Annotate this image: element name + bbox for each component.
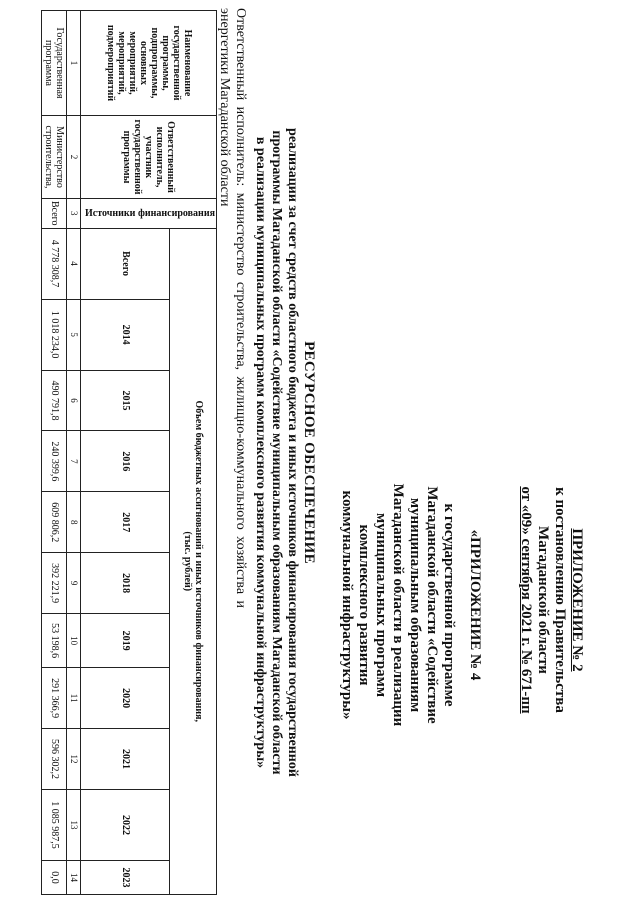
subtitle-line: программы Магаданской области «Содействие муниципальным образованиям Магаданской области <box>269 130 284 775</box>
column-number: 4 <box>67 228 81 299</box>
value-cell: 291 366,9 <box>42 668 67 729</box>
appendix-4-line: муниципальных программ <box>373 512 389 698</box>
header-name: Наименование государственной программы, подпрограммы, основных мероприятий, мероприятий, подмероприятий <box>81 11 217 116</box>
appendix-4-header <box>338 460 483 750</box>
header-unit: (тыс. рублей) <box>182 531 194 592</box>
header-volume-label: Объем бюджетных ассигнований и иных источников финансирования, <box>193 400 205 722</box>
appendix-4-line: муниципальным образованиям <box>407 497 423 713</box>
value-cell: 1 018 234,0 <box>42 299 67 370</box>
column-number-row <box>67 11 81 895</box>
appendix-2-line: к постановлению Правительства <box>552 487 568 713</box>
value-cell: 1 085 987,5 <box>42 789 67 860</box>
header-volume <box>170 228 217 894</box>
year-cell: 2018 <box>81 553 170 614</box>
table-row <box>42 11 67 895</box>
value-cell: 240 399,6 <box>42 431 67 492</box>
subtitle-line: реализации за счет средств областного бюджета и иных источников финансирования государственной <box>285 128 300 777</box>
year-cell: 2015 <box>81 370 170 431</box>
year-cell: 2016 <box>81 431 170 492</box>
table-header-row <box>170 11 217 895</box>
program-executor-cell: Министерство строительства, <box>42 116 67 199</box>
header-source-label: Источники финансирования <box>85 207 215 219</box>
value-cell: 0,0 <box>42 860 67 894</box>
header-executor: Ответственный исполнитель, участник государственной программы <box>81 116 217 199</box>
column-number: 1 <box>67 11 81 116</box>
year-cell: 2022 <box>81 789 170 860</box>
value-cell: 392 221,9 <box>42 553 67 614</box>
appendix-4-line: Магаданской области в реализации <box>390 483 406 727</box>
column-number: 13 <box>67 789 81 860</box>
year-cell: Всего <box>81 228 170 299</box>
year-cell: 2019 <box>81 614 170 668</box>
column-number: 8 <box>67 492 81 553</box>
value-cell: 596 302,2 <box>42 729 67 790</box>
appendix-4-line: к государственной программе <box>441 503 457 707</box>
year-cell: 2017 <box>81 492 170 553</box>
column-number: 3 <box>67 199 81 229</box>
column-number: 6 <box>67 370 81 431</box>
column-number: 2 <box>67 116 81 199</box>
document-subtitle <box>252 60 300 845</box>
appendix-4-line: коммунальной инфраструктуры» <box>339 490 355 720</box>
year-cell: 2023 <box>81 860 170 894</box>
column-number: 10 <box>67 614 81 668</box>
value-cell: 609 806,2 <box>42 492 67 553</box>
column-number: 7 <box>67 431 81 492</box>
column-number: 11 <box>67 668 81 729</box>
header-source <box>81 199 217 229</box>
year-cell: 2021 <box>81 729 170 790</box>
year-cell: 2020 <box>81 668 170 729</box>
value-cell: 53 198,6 <box>42 614 67 668</box>
appendix-4-title: «ПРИЛОЖЕНИЕ № 4 <box>467 529 483 681</box>
year-cell: 2014 <box>81 299 170 370</box>
appendix-2-date-line: от «09» сентября 2021 г. № 671-пп <box>518 486 534 714</box>
column-number: 5 <box>67 299 81 370</box>
program-name-cell: Государственная программа <box>42 11 67 116</box>
subtitle-line: в реализации муниципальных программ комплексного развития коммунальной инфраструктуры» <box>253 136 268 769</box>
resource-table <box>41 10 217 895</box>
appendix-2-title: ПРИЛОЖЕНИЕ № 2 <box>569 528 585 672</box>
column-number: 9 <box>67 553 81 614</box>
column-number: 14 <box>67 860 81 894</box>
appendix-4-line: Магаданской области «Содействие <box>424 486 440 724</box>
value-cell: 4 778 308,7 <box>42 228 67 299</box>
document-title: РЕСУРСНОЕ ОБЕСПЕЧЕНИЕ <box>301 341 317 564</box>
appendix-2-header <box>517 435 585 765</box>
appendix-4-line: комплексного развития <box>356 524 372 686</box>
responsible-executor-text: Ответственный исполнитель: министерство строительства, жилищно-коммунального хозяйства и энергетики Магаданской области <box>217 8 248 608</box>
column-number: 12 <box>67 729 81 790</box>
value-cell: 490 791,8 <box>42 370 67 431</box>
appendix-2-line: Магаданской области <box>535 526 551 674</box>
program-source-cell: Всего <box>42 199 67 229</box>
